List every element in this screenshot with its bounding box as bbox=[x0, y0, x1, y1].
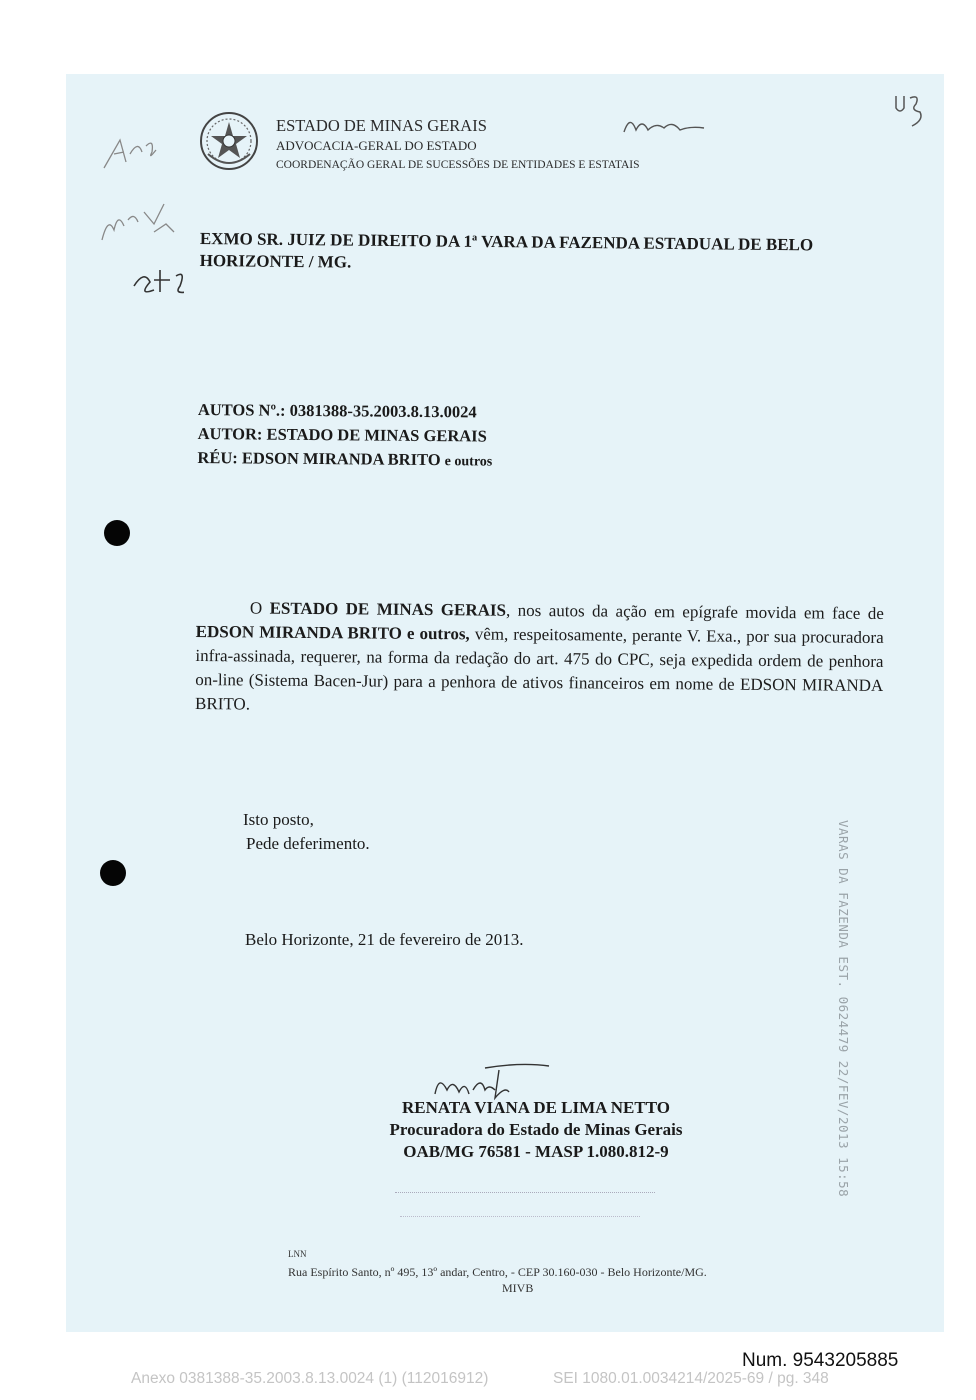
date-line: Belo Horizonte, 21 de fevereiro de 2013. bbox=[245, 930, 524, 949]
footer-address: Rua Espírito Santo, nº 495, 13º andar, Centro, - CEP 30.160-030 - Belo Horizonte/MG. bbox=[288, 1265, 707, 1279]
closing-line-1: Isto posto, bbox=[243, 810, 314, 829]
addressee-line: EXMO SR. JUIZ DE DIREITO DA 1ª VARA DA FAZENDA ESTADUAL DE BELO HORIZONTE / MG. bbox=[199, 228, 814, 272]
punch-hole-top bbox=[104, 520, 130, 546]
scan-noise-line bbox=[400, 1216, 640, 1217]
closing-line-2: Pede deferimento. bbox=[246, 834, 370, 853]
header-agency: ADVOCACIA-GERAL DO ESTADO bbox=[276, 138, 477, 153]
punch-hole-bottom bbox=[100, 860, 126, 886]
signatory-ids: OAB/MG 76581 - MASP 1.080.812-9 bbox=[403, 1142, 669, 1161]
paragraph-mid: , nos autos da ação em epígrafe movida em face de bbox=[505, 600, 884, 624]
handwritten-margin-notes bbox=[94, 120, 184, 320]
paragraph-end: vêm, respeitosamente, perante V. Exa., por sua procuradora infra-assinada, requerer, na forma da redação do art. 475 do CPC, seja expedida ordem de penhora on-line (Sistema Bacen-Jur) para a penhora de ativos financeiros em nome de EDSON MIRANDA BRITO. bbox=[194, 624, 884, 714]
signatory-role: Procuradora do Estado de Minas Gerais bbox=[389, 1120, 683, 1139]
document-number: Num. 9543205885 bbox=[742, 1350, 899, 1371]
paragraph-defendant: EDSON MIRANDA BRITO e outros, bbox=[195, 621, 470, 644]
footer-code: MIVB bbox=[502, 1281, 534, 1295]
handwritten-page-number bbox=[890, 90, 930, 134]
plaintiff-row bbox=[198, 422, 493, 449]
paragraph-start: O bbox=[249, 598, 270, 618]
handwritten-initials-mark bbox=[620, 112, 710, 142]
coat-of-arms-seal bbox=[198, 110, 260, 172]
petition-paragraph bbox=[195, 596, 884, 722]
defendant-suffix: e outros bbox=[444, 454, 493, 470]
defendant-label: RÉU: bbox=[197, 447, 238, 468]
paragraph-party: ESTADO DE MINAS GERAIS bbox=[269, 598, 507, 620]
scan-noise-line bbox=[395, 1192, 655, 1193]
protocol-stamp: VARAS DA FAZENDA EST. 0624479 22/FEV/2013 15:58 bbox=[836, 820, 851, 1198]
case-block bbox=[197, 398, 492, 475]
case-number-row bbox=[198, 398, 493, 425]
footer-initials: LNN bbox=[288, 1249, 307, 1259]
defendant-value: EDSON MIRANDA BRITO bbox=[241, 448, 441, 470]
sei-reference: SEI 1080.01.0034214/2025-69 / pg. 348 bbox=[553, 1370, 829, 1387]
signature-block bbox=[376, 1098, 696, 1162]
closing-block bbox=[243, 808, 370, 856]
plaintiff-label: AUTOR: bbox=[197, 423, 263, 444]
case-number-value: 0381388-35.2003.8.13.0024 bbox=[289, 400, 477, 422]
case-number-label: AUTOS Nº.: bbox=[197, 399, 286, 420]
plaintiff-value: ESTADO DE MINAS GERAIS bbox=[266, 424, 487, 446]
defendant-row bbox=[197, 446, 492, 475]
header-coordination: COORDENAÇÃO GERAL DE SUCESSÕES DE ENTIDADES E ESTATAIS bbox=[276, 159, 640, 171]
signatory-name: RENATA VIANA DE LIMA NETTO bbox=[402, 1098, 670, 1117]
annex-reference: Anexo 0381388-35.2003.8.13.0024 (1) (112016912) bbox=[131, 1370, 489, 1387]
header-state: ESTADO DE MINAS GERAIS bbox=[276, 116, 487, 135]
